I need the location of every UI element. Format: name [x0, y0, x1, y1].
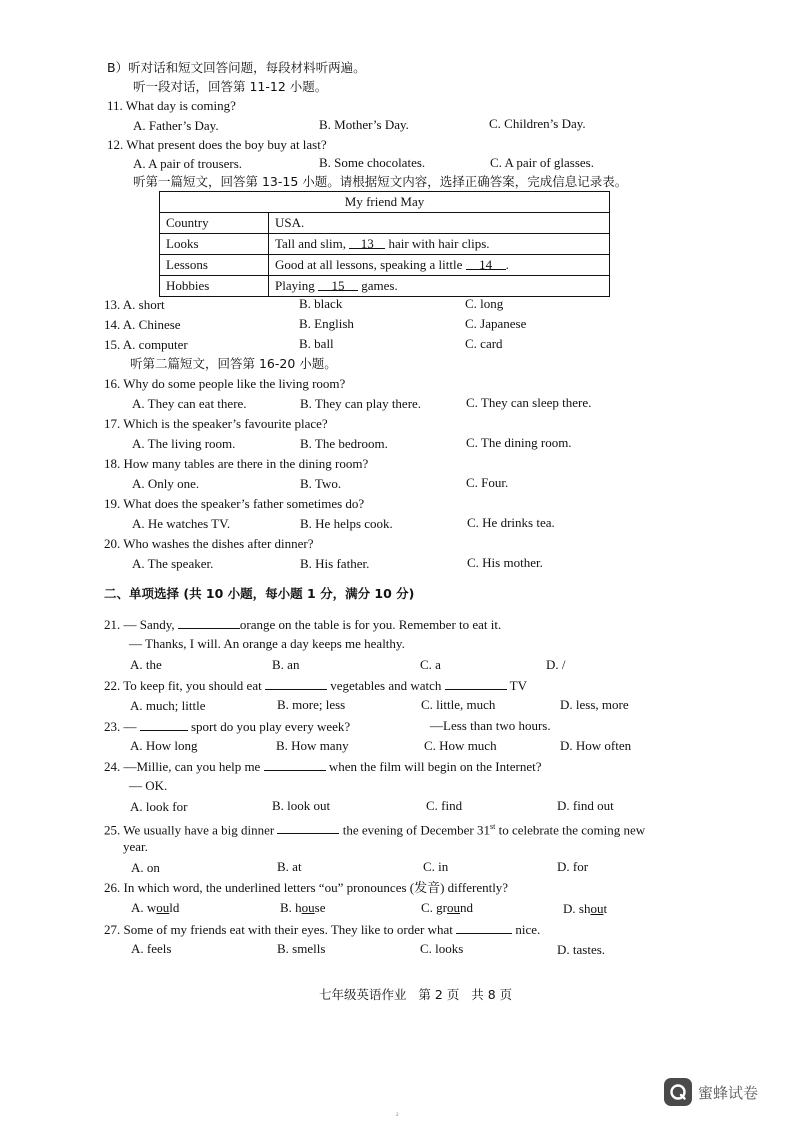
question-19-option-b: B. He helps cook.	[300, 516, 393, 531]
table-row	[160, 234, 610, 255]
question-12-option-b: B. Some chocolates.	[319, 155, 426, 170]
section-b-intro-3: 听第二篇短文，回答第 16-20 小题。	[130, 356, 337, 371]
question-18-stem: 18. How many tables are there in the dining room?	[104, 456, 369, 471]
question-13-option-a: 13. A. short	[104, 297, 165, 312]
question-12-option-a: A. A pair of trousers.	[133, 156, 243, 171]
question-11-option-c: C. Children’s Day.	[489, 116, 586, 131]
question-16-option-b: B. They can play there.	[300, 396, 422, 411]
stem-text: TV	[509, 678, 528, 693]
answer-blank[interactable]	[277, 821, 339, 834]
question-17-option-b: B. The bedroom.	[300, 436, 388, 451]
question-16-stem: 16. Why do some people like the living room?	[104, 376, 346, 391]
question-22-option-d: D. less, more	[560, 697, 629, 712]
stem-text: 25. We usually have a big dinner	[104, 822, 275, 838]
cell-text: Good at all lessons, speaking a little	[275, 257, 463, 272]
table-row	[160, 276, 610, 297]
question-22-option-b: B. more; less	[277, 697, 346, 712]
question-26-option-b: B. house	[280, 900, 326, 915]
question-25-option-a: A. on	[131, 860, 160, 875]
table-cell-value	[269, 276, 610, 297]
question-19-option-c: C. He drinks tea.	[467, 515, 555, 530]
question-12-stem: 12. What present does the boy buy at last?	[107, 137, 327, 152]
section-2-title: 二、单项选择 (共 10 小题，每小题 1 分，满分 10 分)	[104, 586, 415, 601]
blank-13[interactable]: 13	[349, 236, 385, 249]
stem-text: orange on the table is for you. Remember to eat it.	[239, 617, 502, 632]
question-15-option-a: 15. A. computer	[104, 337, 188, 352]
watermark-logo	[664, 1078, 758, 1106]
bee-logo-icon	[664, 1078, 692, 1106]
question-25-option-b: B. at	[277, 859, 302, 874]
question-23-option-d: D. How often	[560, 738, 632, 753]
table-cell-value	[269, 255, 610, 276]
stem-text: 23. —	[104, 719, 137, 734]
answer-blank[interactable]	[264, 758, 326, 771]
question-23-stem	[104, 718, 350, 735]
question-18-option-b: B. Two.	[300, 476, 342, 491]
question-25-option-d: D. for	[557, 859, 589, 874]
question-26-option-a: A. would	[131, 900, 180, 915]
question-24-option-b: B. look out	[272, 798, 331, 813]
question-27-option-d: D. tastes.	[557, 942, 606, 957]
blank-15[interactable]: 15	[318, 278, 358, 291]
question-23-option-c: C. How much	[424, 738, 497, 753]
question-18-option-c: C. Four.	[466, 475, 509, 490]
table-cell-key: Looks	[160, 234, 269, 255]
stem-text: 22. To keep fit, you should eat	[104, 678, 262, 693]
question-14-option-c: C. Japanese	[465, 316, 527, 331]
question-17-option-c: C. The dining room.	[466, 435, 572, 450]
question-20-option-a: A. The speaker.	[132, 556, 214, 571]
record-table	[159, 191, 610, 297]
question-12-option-c: C. A pair of glasses.	[490, 155, 594, 170]
answer-blank[interactable]	[456, 921, 512, 934]
question-13-option-c: C. long	[465, 296, 504, 311]
question-22-option-c: C. little, much	[421, 697, 496, 712]
question-22-option-a: A. much; little	[130, 698, 206, 713]
answer-blank[interactable]	[265, 677, 327, 690]
question-24-option-c: C. find	[426, 798, 463, 813]
cell-text: Tall and slim,	[275, 236, 346, 251]
question-20-option-c: C. His mother.	[467, 555, 543, 570]
question-26-option-d: D. shout	[563, 901, 608, 916]
watermark-text: 蜜蜂试卷	[698, 1083, 759, 1102]
question-16-option-a: A. They can eat there.	[132, 396, 247, 411]
question-21-option-b: B. an	[272, 657, 300, 672]
stem-text: to celebrate the coming new	[498, 822, 646, 838]
question-14-option-a: 14. A. Chinese	[104, 317, 181, 332]
question-23-reply: —Less than two hours.	[430, 718, 551, 733]
question-27-option-b: B. smells	[277, 941, 326, 956]
stem-text: sport do you play every week?	[191, 719, 351, 734]
question-23-option-b: B. How many	[276, 738, 349, 753]
cell-text: games.	[361, 278, 398, 293]
cell-text: hair with hair clips.	[388, 236, 490, 251]
question-13-option-b: B. black	[299, 296, 343, 311]
record-table-title: My friend May	[160, 192, 610, 213]
table-cell-key: Lessons	[160, 255, 269, 276]
question-20-option-b: B. His father.	[300, 556, 370, 571]
question-27-stem	[104, 921, 540, 938]
question-24-reply: — OK.	[129, 778, 168, 793]
question-14-option-b: B. English	[299, 316, 354, 331]
question-19-option-a: A. He watches TV.	[132, 516, 231, 531]
question-25-stem	[104, 819, 645, 838]
page-footer: 七年级英语作业 第 2 页 共 8 页	[319, 987, 513, 1002]
question-19-stem: 19. What does the speaker’s father sometimes do?	[104, 496, 365, 511]
question-22-stem	[104, 677, 527, 694]
answer-blank[interactable]	[140, 718, 188, 731]
stem-text: 24. —Millie, can you help me	[104, 759, 261, 774]
section-b-intro-1: 听一段对话，回答第 11-12 小题。	[133, 79, 328, 94]
question-21-option-a: A. the	[130, 657, 162, 672]
question-24-stem	[104, 758, 541, 775]
question-25-continuation: year.	[123, 839, 148, 854]
question-27-option-c: C. looks	[420, 941, 464, 956]
page-mark: 2	[396, 1113, 399, 1118]
table-cell-key: Hobbies	[160, 276, 269, 297]
stem-text: 27. Some of my friends eat with their eyes. They like to order what	[104, 922, 453, 937]
table-cell-key: Country	[160, 213, 269, 234]
question-11-option-a: A. Father’s Day.	[133, 118, 219, 133]
question-17-option-a: A. The living room.	[132, 436, 236, 451]
question-26-stem: 26. In which word, the underlined letters “ou” pronounces (发音) differently?	[104, 880, 509, 895]
question-21-stem	[104, 616, 501, 633]
question-24-option-d: D. find out	[557, 798, 614, 813]
table-cell-value	[269, 234, 610, 255]
question-20-stem: 20. Who washes the dishes after dinner?	[104, 536, 314, 551]
superscript-st: st	[489, 822, 496, 831]
answer-blank[interactable]	[445, 677, 507, 690]
question-27-option-a: A. feels	[131, 941, 172, 956]
question-15-option-b: B. ball	[299, 336, 334, 351]
question-26-option-c: C. ground	[421, 900, 473, 915]
section-b-intro-2: 听第一篇短文，回答第 13-15 小题。请根据短文内容，选择正确答案，完成信息记录表。	[133, 174, 628, 189]
question-11-option-b: B. Mother’s Day.	[319, 117, 409, 132]
stem-text: when the film will begin on the Internet?	[328, 759, 542, 774]
answer-blank[interactable]	[178, 616, 240, 629]
table-cell-value	[269, 213, 610, 234]
blank-14[interactable]: 14	[466, 257, 506, 270]
question-21-option-d: D. /	[546, 657, 566, 672]
stem-text: nice.	[515, 922, 541, 937]
cell-text: .	[505, 257, 509, 272]
question-21-option-c: C. a	[420, 657, 441, 672]
question-11-stem: 11. What day is coming?	[107, 98, 236, 113]
cell-text: Playing	[275, 278, 315, 293]
question-23-option-a: A. How long	[130, 738, 198, 753]
cell-text: USA.	[275, 215, 305, 230]
question-17-stem: 17. Which is the speaker’s favourite place?	[104, 416, 328, 431]
question-15-option-c: C. card	[465, 336, 503, 351]
section-b-title: B）听对话和短文回答问题，每段材料听两遍。	[107, 60, 366, 75]
stem-text: the evening of December 31	[342, 822, 490, 838]
question-18-option-a: A. Only one.	[132, 476, 200, 491]
question-16-option-c: C. They can sleep there.	[466, 395, 592, 410]
question-24-option-a: A. look for	[130, 799, 188, 814]
table-row	[160, 255, 610, 276]
stem-text: 21. — Sandy,	[104, 617, 175, 632]
question-21-reply: — Thanks, I will. An orange a day keeps me healthy.	[129, 636, 405, 651]
question-25-option-c: C. in	[423, 859, 449, 874]
stem-text: vegetables and watch	[330, 678, 442, 693]
table-row	[160, 213, 610, 234]
